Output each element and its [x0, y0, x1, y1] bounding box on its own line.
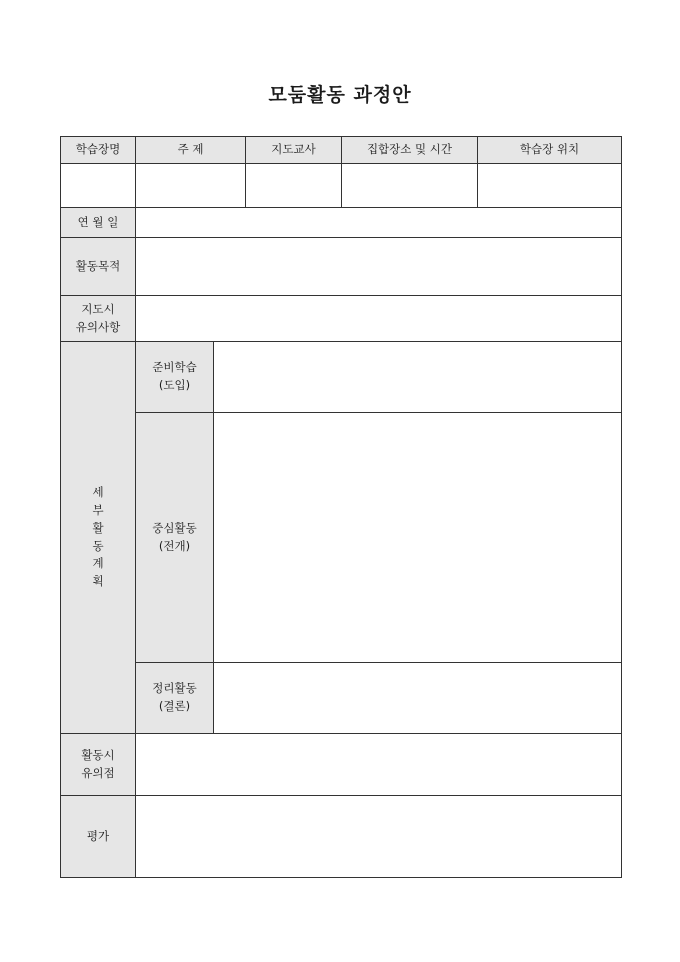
activity-notes-row	[61, 734, 622, 796]
core-label: 중심활동 (전개)	[136, 413, 214, 663]
header-meeting-place-time: 집합장소 및 시간	[342, 137, 478, 164]
objective-row	[61, 238, 622, 296]
header-row	[61, 137, 622, 164]
core-row	[61, 413, 622, 663]
prep-cell[interactable]	[214, 342, 622, 413]
header-input-row	[61, 164, 622, 208]
prep-row	[61, 342, 622, 413]
page-title: 모둠활동 과정안	[268, 84, 412, 106]
activity-notes-cell[interactable]	[136, 734, 622, 796]
teacher-cell[interactable]	[246, 164, 342, 208]
wrapup-row	[61, 663, 622, 734]
teaching-notes-cell[interactable]	[136, 296, 622, 342]
study-location-cell[interactable]	[478, 164, 622, 208]
prep-label: 준비학습 (도입)	[136, 342, 214, 413]
objective-cell[interactable]	[136, 238, 622, 296]
evaluation-row	[61, 796, 622, 878]
header-topic: 주 제	[136, 137, 246, 164]
detail-plan-label: 세 부 활 동 계 획	[61, 342, 136, 734]
header-study-place: 학습장명	[61, 137, 136, 164]
evaluation-cell[interactable]	[136, 796, 622, 878]
date-cell[interactable]	[136, 208, 622, 238]
header-study-location: 학습장 위치	[478, 137, 622, 164]
objective-label: 활동목적	[61, 238, 136, 296]
study-place-cell[interactable]	[61, 164, 136, 208]
activity-notes-label: 활동시 유의점	[61, 734, 136, 796]
date-label: 연 월 일	[61, 208, 136, 238]
wrapup-cell[interactable]	[214, 663, 622, 734]
header-teacher: 지도교사	[246, 137, 342, 164]
wrapup-label: 정리활동 (결론)	[136, 663, 214, 734]
teaching-notes-row	[61, 296, 622, 342]
topic-cell[interactable]	[136, 164, 246, 208]
evaluation-label: 평가	[61, 796, 136, 878]
teaching-notes-label: 지도시 유의사항	[61, 296, 136, 342]
core-cell[interactable]	[214, 413, 622, 663]
meeting-place-time-cell[interactable]	[342, 164, 478, 208]
date-row	[61, 208, 622, 238]
lesson-plan-table	[60, 136, 622, 878]
